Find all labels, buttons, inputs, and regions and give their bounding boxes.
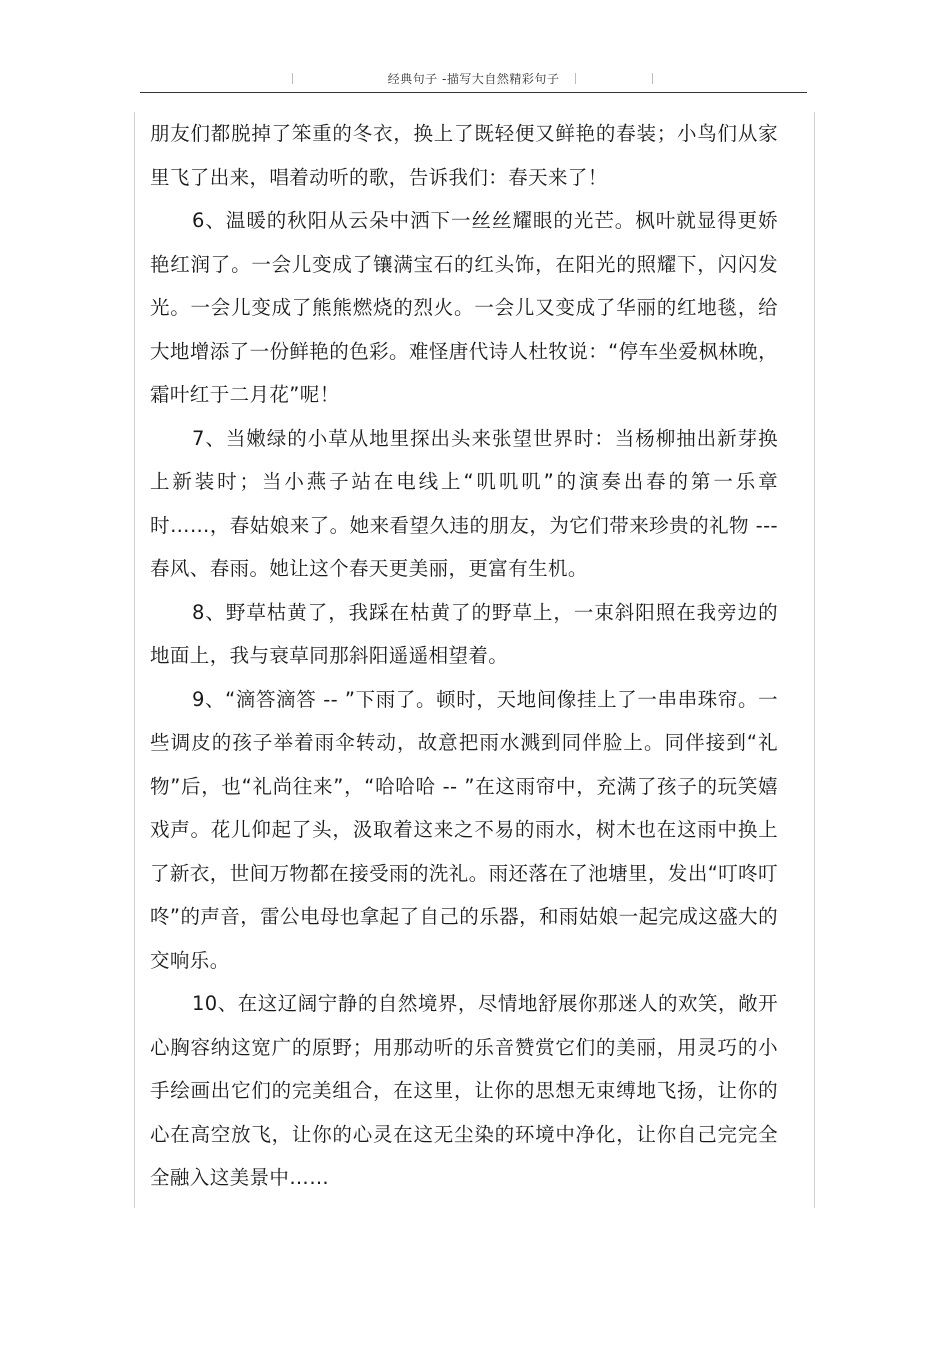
header-tick-mid [575,73,576,84]
paragraph-continuation: 朋友们都脱掉了笨重的冬衣，换上了既轻便又鲜艳的春装；小鸟们从家里飞了出来，唱着动听的歌，告诉我们：春天来了！ [150,122,778,189]
header-title: 经典句子 -描写大自然精彩句子 [387,72,560,86]
document-body [150,112,778,1200]
paragraph-9: 9、“滴答滴答 -- ”下雨了。顿时，天地间像挂上了一串串珠帘。一些调皮的孩子举着雨伞转动，故意把雨水溅到同伴脸上。同伴接到“礼物”后，也“礼尚往来”，“哈哈哈 -- ”在这雨帘中，充满了孩子的玩笑嬉戏声。花儿仰起了头，汲取着这来之不易的雨水，树木也在这雨中换上了新衣，世间万物都在接受雨的洗礼。雨还落在了池塘里，发出“叮咚叮咚”的声音，雷公电母也拿起了自己的乐器，和雨姑娘一起完成这盛大的交响乐。 [150,687,778,972]
left-margin-line [134,112,135,1208]
header-tick-right [652,73,653,84]
paragraph-8: 8、野草枯黄了，我踩在枯黄了的野草上，一束斜阳照在我旁边的地面上，我与衰草同那斜阳遥遥相望着。 [150,600,778,667]
right-margin-line [814,112,815,1208]
paragraph-6: 6、温暖的秋阳从云朵中洒下一丝丝耀眼的光芒。枫叶就显得更娇艳红润了。一会儿变成了镶满宝石的红头饰，在阳光的照耀下，闪闪发光。一会儿变成了熊熊燃烧的烈火。一会儿又变成了华丽的红地毯，给大地增添了一份鲜艳的色彩。难怪唐代诗人杜牧说：“停车坐爱枫林晚，霜叶红于二月花”呢！ [150,209,778,406]
page-header [140,66,807,93]
paragraph-10: 10、在这辽阔宁静的自然境界，尽情地舒展你那迷人的欢笑，敞开心胸容纳这宽广的原野；用那动听的乐音赞赏它们的美丽，用灵巧的小手绘画出它们的完美组合，在这里，让你的思想无束缚地飞扬，让你的心在高空放飞，让你的心灵在这无尘染的环境中净化，让你自己完完全全融入这美景中…… [150,992,778,1189]
paragraph-7: 7、当嫩绿的小草从地里探出头来张望世界时：当杨柳抽出新芽换上新装时；当小燕子站在电线上“叽叽叽”的演奏出春的第一乐章时……，春姑娘来了。她来看望久违的朋友，为它们带来珍贵的礼物 --- 春风、春雨。她让这个春天更美丽，更富有生机。 [150,426,778,580]
